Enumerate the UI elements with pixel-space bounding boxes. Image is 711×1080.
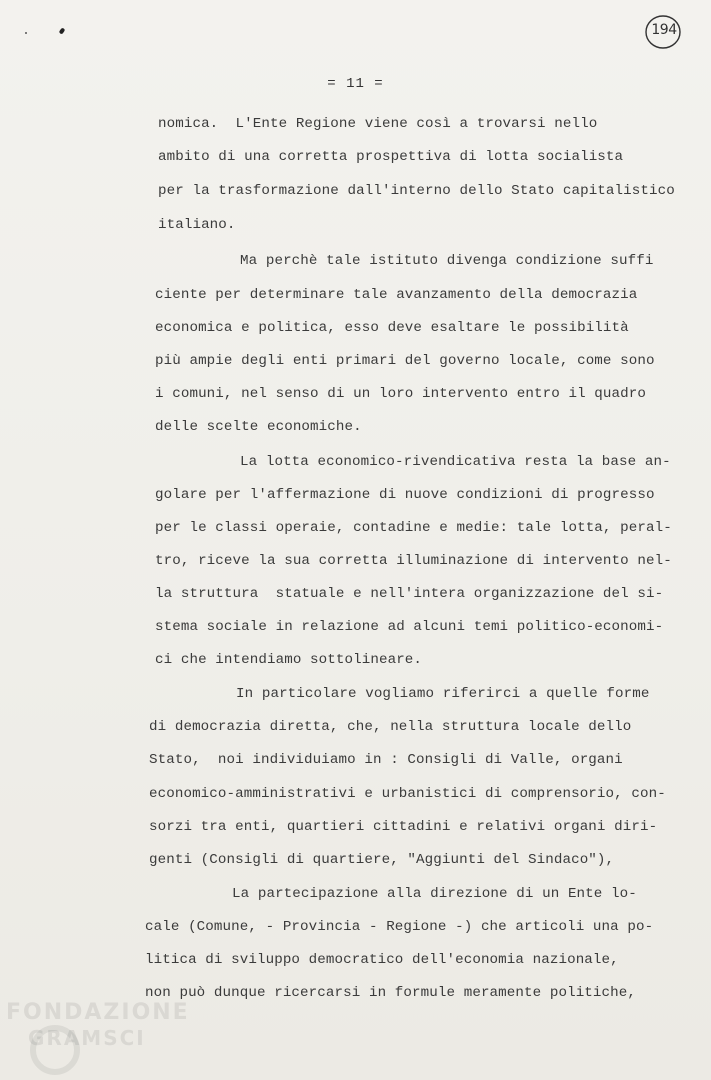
text-line: economica e politica, esso deve esaltare le possibilità	[155, 320, 629, 336]
text-line: cale (Comune, - Provincia - Regione -) che articoli una po-	[145, 919, 654, 935]
text-line: più ampie degli enti primari del governo locale, come sono	[155, 353, 655, 369]
watermark-text: GRAMSCI	[28, 1026, 146, 1050]
ink-mark	[59, 27, 66, 34]
text-line: ambito di una corretta prospettiva di lotta socialista	[158, 149, 624, 165]
text-line: In particolare vogliamo riferirci a quelle forme	[236, 686, 650, 702]
text-line: la struttura statuale e nell'intera organizzazione del si-	[155, 586, 664, 602]
archive-number: 194	[651, 22, 677, 38]
text-line: di democrazia diretta, che, nella struttura locale dello	[149, 719, 632, 735]
text-line: per le classi operaie, contadine e medie: tale lotta, peral-	[155, 520, 672, 536]
text-line: ciente per determinare tale avanzamento della democrazia	[155, 287, 638, 303]
text-line: La partecipazione alla direzione di un Ente lo-	[232, 886, 637, 902]
text-line: italiano.	[158, 217, 236, 233]
text-line: economico-amministrativi e urbanistici di comprensorio, con-	[149, 786, 666, 802]
text-line: Stato, noi individuiamo in : Consigli di Valle, organi	[149, 752, 623, 768]
text-line: i comuni, nel senso di un loro intervento entro il quadro	[155, 386, 646, 402]
text-line: sorzi tra enti, quartieri cittadini e relativi organi diri-	[149, 819, 658, 835]
text-line: non può dunque ricercarsi in formule meramente politiche,	[145, 985, 636, 1001]
page-number: = 11 =	[327, 76, 384, 92]
text-line: ci che intendiamo sottolineare.	[155, 652, 423, 668]
text-line: stema sociale in relazione ad alcuni temi politico-economi-	[155, 619, 664, 635]
text-line: per la trasformazione dall'interno dello Stato capitalistico	[158, 183, 675, 199]
text-line: delle scelte economiche.	[155, 419, 362, 435]
ink-dot	[25, 32, 27, 34]
text-line: genti (Consigli di quartiere, "Aggiunti del Sindaco"),	[149, 852, 615, 868]
text-line: litica di sviluppo democratico dell'economia nazionale,	[145, 952, 619, 968]
text-line: La lotta economico-rivendicativa resta la base an-	[240, 454, 671, 470]
watermark-text: FONDAZIONE	[6, 1000, 190, 1025]
text-line: Ma perchè tale istituto divenga condizione suffi	[240, 253, 654, 269]
text-line: nomica. L'Ente Regione viene così a trovarsi nello	[158, 116, 598, 132]
text-line: tro, riceve la sua corretta illuminazione di intervento nel-	[155, 553, 672, 569]
text-line: golare per l'affermazione di nuove condizioni di progresso	[155, 487, 655, 503]
